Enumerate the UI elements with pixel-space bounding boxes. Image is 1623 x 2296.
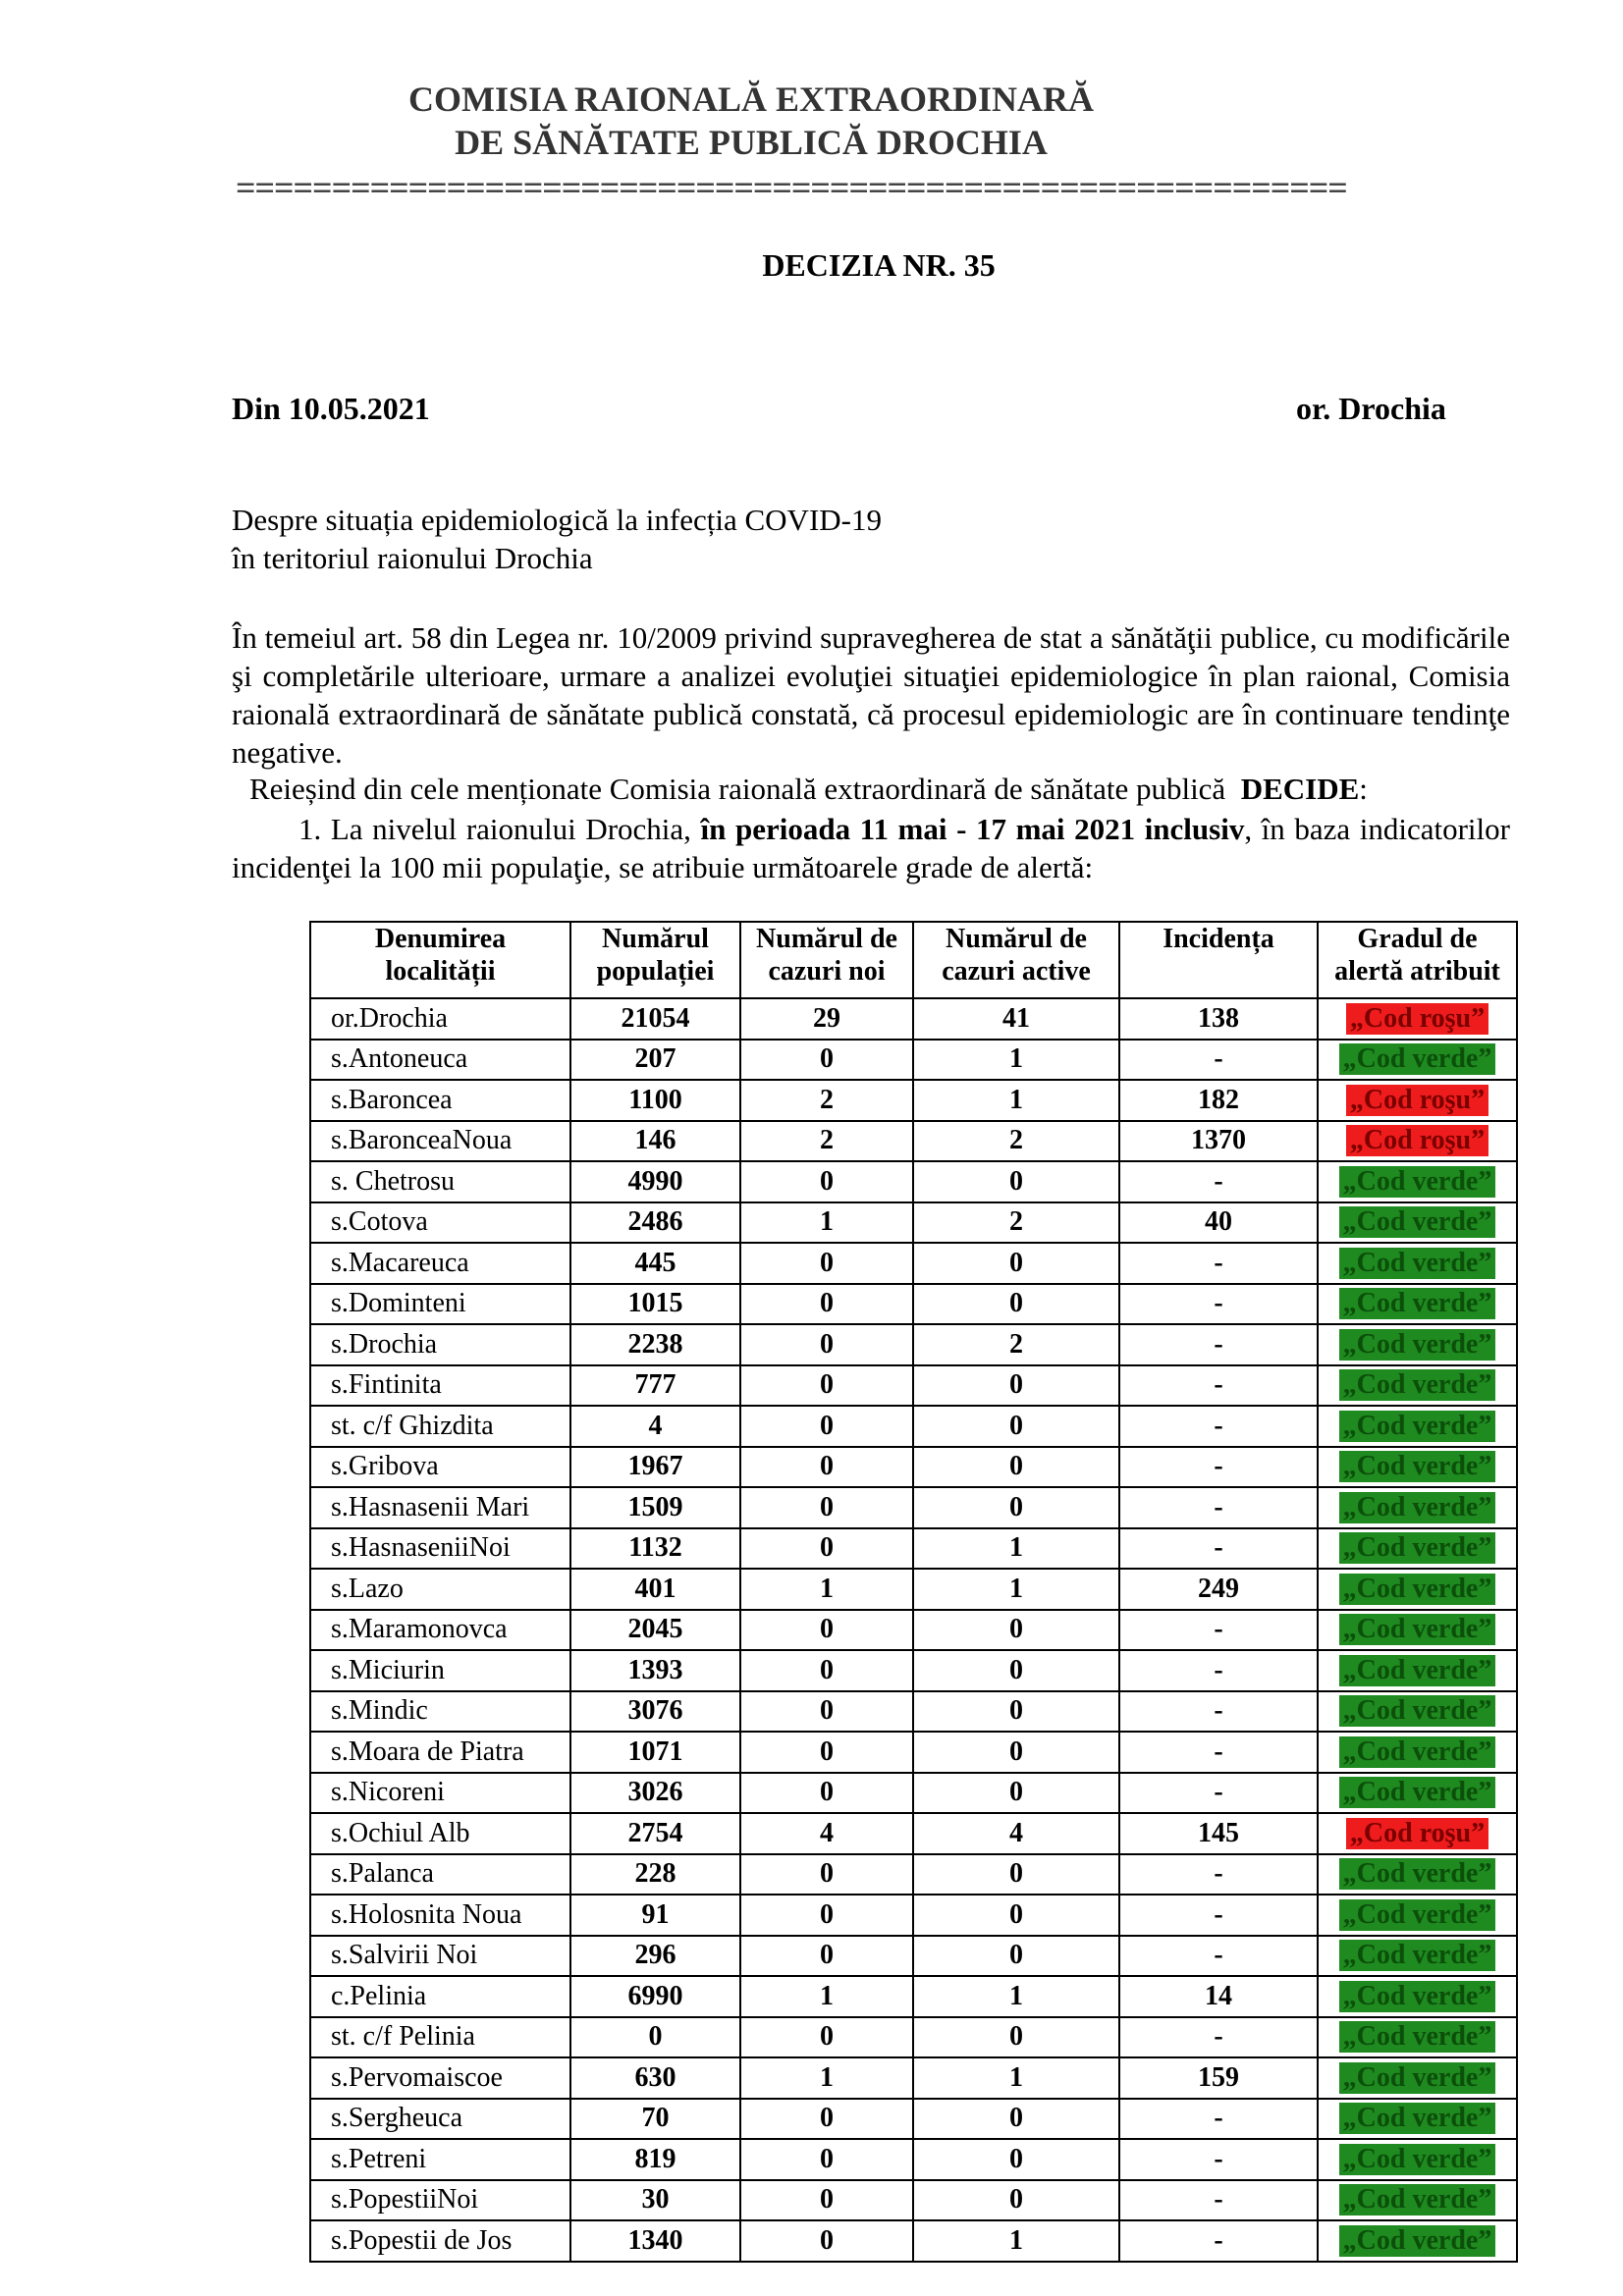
active-cases-cell: 0 xyxy=(913,2099,1119,2140)
table-row xyxy=(310,1324,1517,1365)
green-code-badge: „Cod verde” xyxy=(1339,2144,1496,2175)
locality-cell: s.Fintinita xyxy=(310,1365,570,1407)
green-code-badge: „Cod verde” xyxy=(1339,2062,1496,2094)
active-cases-cell: 0 xyxy=(913,1610,1119,1651)
incidence-cell: 159 xyxy=(1119,2057,1318,2099)
alert-level-cell xyxy=(1318,2099,1517,2140)
active-cases-cell: 0 xyxy=(913,2180,1119,2221)
population-cell: 2238 xyxy=(570,1324,740,1365)
alert-level-cell xyxy=(1318,1040,1517,1081)
new-cases-cell: 2 xyxy=(740,1121,913,1162)
point-1-period: în perioada 11 mai - 17 mai 2021 inclusiv xyxy=(700,812,1245,846)
table-row xyxy=(310,1202,1517,1244)
locality-cell: s.HasnaseniiNoi xyxy=(310,1528,570,1570)
population-cell: 445 xyxy=(570,1243,740,1284)
table-row xyxy=(310,1773,1517,1814)
table-row xyxy=(310,1732,1517,1773)
header-text: localității xyxy=(385,956,496,987)
alert-level-cell xyxy=(1318,1854,1517,1896)
population-cell: 70 xyxy=(570,2099,740,2140)
table-row xyxy=(310,1691,1517,1733)
table-row xyxy=(310,2057,1517,2099)
active-cases-cell: 2 xyxy=(913,1324,1119,1365)
population-cell: 296 xyxy=(570,1936,740,1977)
header-text: Denumirea xyxy=(374,924,507,954)
table-row xyxy=(310,1080,1517,1121)
alert-level-cell xyxy=(1318,2180,1517,2221)
active-cases-cell: 0 xyxy=(913,1854,1119,1896)
incidence-cell: - xyxy=(1119,1324,1318,1365)
active-cases-cell: 0 xyxy=(913,1365,1119,1407)
red-code-badge: „Cod roşu” xyxy=(1346,1003,1488,1035)
locality-cell: s.Lazo xyxy=(310,1569,570,1610)
population-cell: 4990 xyxy=(570,1161,740,1202)
table-row xyxy=(310,2139,1517,2180)
active-cases-cell: 0 xyxy=(913,1895,1119,1936)
active-cases-cell: 0 xyxy=(913,1447,1119,1488)
incidence-cell: - xyxy=(1119,2180,1318,2221)
green-code-badge: „Cod verde” xyxy=(1339,1043,1496,1075)
locality-cell: s.Cotova xyxy=(310,1202,570,1244)
active-cases-cell: 4 xyxy=(913,1813,1119,1854)
header-text: Numărul de xyxy=(946,924,1087,954)
active-cases-cell: 41 xyxy=(913,998,1119,1040)
new-cases-cell: 0 xyxy=(740,1365,913,1407)
population-cell: 21054 xyxy=(570,998,740,1040)
locality-cell: st. c/f Ghizdita xyxy=(310,1406,570,1447)
alert-level-cell xyxy=(1318,1487,1517,1528)
header-text: Incidența xyxy=(1163,924,1274,954)
table-row xyxy=(310,1284,1517,1325)
green-code-badge: „Cod verde” xyxy=(1339,1655,1496,1686)
active-cases-cell: 1 xyxy=(913,1528,1119,1570)
table-row xyxy=(310,1406,1517,1447)
new-cases-cell: 0 xyxy=(740,1243,913,1284)
incidence-cell: - xyxy=(1119,1610,1318,1651)
incidence-cell: - xyxy=(1119,1243,1318,1284)
population-cell: 777 xyxy=(570,1365,740,1407)
table-row xyxy=(310,1487,1517,1528)
red-code-badge: „Cod roşu” xyxy=(1346,1125,1488,1156)
population-cell: 1967 xyxy=(570,1447,740,1488)
green-code-badge: „Cod verde” xyxy=(1339,1940,1496,1971)
decide-keyword: DECIDE xyxy=(1240,772,1360,806)
population-cell: 630 xyxy=(570,2057,740,2099)
incidence-cell: 145 xyxy=(1119,1813,1318,1854)
active-cases-cell: 0 xyxy=(913,1284,1119,1325)
incidence-cell: 182 xyxy=(1119,1080,1318,1121)
alert-level-cell xyxy=(1318,2017,1517,2058)
table-body xyxy=(310,998,1517,2262)
new-cases-cell: 0 xyxy=(740,1732,913,1773)
alert-level-cell xyxy=(1318,1406,1517,1447)
locality-cell: s.Dominteni xyxy=(310,1284,570,1325)
new-cases-cell: 1 xyxy=(740,1976,913,2017)
locality-cell: c.Pelinia xyxy=(310,1976,570,2017)
locality-cell: s.BaronceaNoua xyxy=(310,1121,570,1162)
decision-date: Din 10.05.2021 xyxy=(232,391,430,426)
green-code-badge: „Cod verde” xyxy=(1339,1532,1496,1564)
active-cases-cell: 1 xyxy=(913,1080,1119,1121)
incidence-cell: - xyxy=(1119,1650,1318,1691)
new-cases-cell: 0 xyxy=(740,1773,913,1814)
population-cell: 819 xyxy=(570,2139,740,2180)
active-cases-cell: 0 xyxy=(913,1732,1119,1773)
population-cell: 2045 xyxy=(570,1610,740,1651)
table-row xyxy=(310,1936,1517,1977)
table-row xyxy=(310,1447,1517,1488)
new-cases-cell: 29 xyxy=(740,998,913,1040)
locality-cell: s.Miciurin xyxy=(310,1650,570,1691)
alert-level-cell xyxy=(1318,1895,1517,1936)
population-cell: 91 xyxy=(570,1895,740,1936)
decision-title: DECIZIA NR. 35 xyxy=(762,247,996,283)
red-code-badge: „Cod roşu” xyxy=(1346,1085,1488,1116)
table-row xyxy=(310,1243,1517,1284)
alert-level-cell xyxy=(1318,1243,1517,1284)
locality-cell: s.Nicoreni xyxy=(310,1773,570,1814)
active-cases-cell: 0 xyxy=(913,1773,1119,1814)
population-cell: 1340 xyxy=(570,2220,740,2262)
active-cases-cell: 0 xyxy=(913,2139,1119,2180)
locality-cell: s.Ochiul Alb xyxy=(310,1813,570,1854)
alert-level-cell xyxy=(1318,1650,1517,1691)
alert-level-cell xyxy=(1318,1732,1517,1773)
alert-level-cell xyxy=(1318,1528,1517,1570)
table-row xyxy=(310,998,1517,1040)
green-code-badge: „Cod verde” xyxy=(1339,2021,1496,2053)
locality-cell: st. c/f Pelinia xyxy=(310,2017,570,2058)
alert-level-cell xyxy=(1318,1121,1517,1162)
new-cases-cell: 1 xyxy=(740,2057,913,2099)
incidence-cell: - xyxy=(1119,1406,1318,1447)
alert-level-cell xyxy=(1318,1161,1517,1202)
incidence-cell: - xyxy=(1119,1447,1318,1488)
incidence-cell: 138 xyxy=(1119,998,1318,1040)
locality-cell: s.Palanca xyxy=(310,1854,570,1896)
green-code-badge: „Cod verde” xyxy=(1339,1166,1496,1198)
alert-level-cell xyxy=(1318,1936,1517,1977)
active-cases-cell: 0 xyxy=(913,1161,1119,1202)
new-cases-cell: 0 xyxy=(740,1324,913,1365)
green-code-badge: „Cod verde” xyxy=(1339,1411,1496,1442)
locality-cell: s.Pervomaiscoe xyxy=(310,2057,570,2099)
alert-table xyxy=(309,921,1518,2263)
population-cell: 30 xyxy=(570,2180,740,2221)
active-cases-cell: 2 xyxy=(913,1202,1119,1244)
new-cases-cell: 1 xyxy=(740,1202,913,1244)
green-code-badge: „Cod verde” xyxy=(1339,1369,1496,1401)
table-row xyxy=(310,1976,1517,2017)
locality-cell: s.Popestii de Jos xyxy=(310,2220,570,2262)
alert-level-cell xyxy=(1318,1773,1517,1814)
header-text: Gradul de xyxy=(1357,924,1478,954)
alert-level-cell xyxy=(1318,1447,1517,1488)
active-cases-cell: 0 xyxy=(913,1487,1119,1528)
locality-cell: s.Maramonovca xyxy=(310,1610,570,1651)
incidence-cell: - xyxy=(1119,2139,1318,2180)
table-row xyxy=(310,1650,1517,1691)
active-cases-cell: 1 xyxy=(913,2057,1119,2099)
new-cases-cell: 0 xyxy=(740,1895,913,1936)
locality-cell: s. Chetrosu xyxy=(310,1161,570,1202)
active-cases-cell: 0 xyxy=(913,1936,1119,1977)
table-row xyxy=(310,1528,1517,1570)
point-1-rest: , în baza indicatorilor incidenţei la 100 mii populaţie, se atribuie următoarele grade de alertă: xyxy=(232,812,1510,884)
green-code-badge: „Cod verde” xyxy=(1339,1288,1496,1319)
locality-cell: s.Gribova xyxy=(310,1447,570,1488)
new-cases-header xyxy=(740,922,913,998)
population-cell: 401 xyxy=(570,1569,740,1610)
header-text: cazuri noi xyxy=(768,956,886,987)
table-row xyxy=(310,2099,1517,2140)
green-code-badge: „Cod verde” xyxy=(1339,1248,1496,1279)
alert-level-cell xyxy=(1318,998,1517,1040)
locality-cell: or.Drochia xyxy=(310,998,570,1040)
locality-cell: s.Mindic xyxy=(310,1691,570,1733)
population-cell: 228 xyxy=(570,1854,740,1896)
new-cases-cell: 0 xyxy=(740,1487,913,1528)
point-1-paragraph xyxy=(232,810,1510,886)
alert-level-cell xyxy=(1318,2220,1517,2262)
population-cell: 0 xyxy=(570,2017,740,2058)
new-cases-cell: 0 xyxy=(740,1854,913,1896)
table-row xyxy=(310,1040,1517,1081)
alert-level-cell xyxy=(1318,1202,1517,1244)
alert-level-cell xyxy=(1318,1365,1517,1407)
red-code-badge: „Cod roşu” xyxy=(1346,1818,1488,1849)
incidence-cell: 1370 xyxy=(1119,1121,1318,1162)
locality-cell: s.Baroncea xyxy=(310,1080,570,1121)
locality-cell: s.Macareuca xyxy=(310,1243,570,1284)
table-row xyxy=(310,1365,1517,1407)
header-text: alertă atribuit xyxy=(1334,956,1500,987)
header-text: cazuri active xyxy=(942,956,1091,987)
green-code-badge: „Cod verde” xyxy=(1339,1777,1496,1808)
population-cell: 3076 xyxy=(570,1691,740,1733)
new-cases-cell: 0 xyxy=(740,2099,913,2140)
population-cell: 1071 xyxy=(570,1732,740,1773)
new-cases-cell: 0 xyxy=(740,1284,913,1325)
table-row xyxy=(310,1161,1517,1202)
incidence-cell: - xyxy=(1119,1895,1318,1936)
active-cases-cell: 0 xyxy=(913,1691,1119,1733)
header-separator: ========================================================== xyxy=(236,168,1347,207)
alert-level-cell xyxy=(1318,1813,1517,1854)
population-cell: 1132 xyxy=(570,1528,740,1570)
green-code-badge: „Cod verde” xyxy=(1339,1206,1496,1238)
table-row xyxy=(310,1854,1517,1896)
locality-cell: s.Petreni xyxy=(310,2139,570,2180)
active-cases-header xyxy=(913,922,1119,998)
subject-line1: Despre situația epidemiologică la infecția COVID-19 xyxy=(232,503,882,537)
population-cell: 207 xyxy=(570,1040,740,1081)
population-cell: 2486 xyxy=(570,1202,740,1244)
new-cases-cell: 0 xyxy=(740,1447,913,1488)
green-code-badge: „Cod verde” xyxy=(1339,1695,1496,1727)
incidence-cell: - xyxy=(1119,1854,1318,1896)
incidence-cell: - xyxy=(1119,1936,1318,1977)
header-text: populației xyxy=(596,956,715,987)
active-cases-cell: 1 xyxy=(913,1040,1119,1081)
population-cell: 1393 xyxy=(570,1650,740,1691)
incidence-cell: 40 xyxy=(1119,1202,1318,1244)
alert-level-cell xyxy=(1318,1324,1517,1365)
incidence-cell: - xyxy=(1119,1040,1318,1081)
active-cases-cell: 2 xyxy=(913,1121,1119,1162)
table-row xyxy=(310,1569,1517,1610)
decide-prefix: Reieșind din cele menționate Comisia raională extraordinară de sănătate publică xyxy=(249,772,1226,806)
new-cases-cell: 0 xyxy=(740,1161,913,1202)
green-code-badge: „Cod verde” xyxy=(1339,1574,1496,1605)
table-row xyxy=(310,1895,1517,1936)
incidence-cell: - xyxy=(1119,1365,1318,1407)
commission-title-line2: DE SĂNĂTATE PUBLICĂ DROCHIA xyxy=(455,123,1048,162)
active-cases-cell: 0 xyxy=(913,1650,1119,1691)
new-cases-cell: 0 xyxy=(740,1650,913,1691)
population-cell: 6990 xyxy=(570,1976,740,2017)
alert-level-cell xyxy=(1318,1610,1517,1651)
green-code-badge: „Cod verde” xyxy=(1339,1329,1496,1361)
subject-line2: în teritoriul raionului Drochia xyxy=(232,541,593,575)
active-cases-cell: 0 xyxy=(913,1406,1119,1447)
incidence-header xyxy=(1119,922,1318,998)
incidence-cell: - xyxy=(1119,2099,1318,2140)
alert-level-cell xyxy=(1318,1080,1517,1121)
alert-level-cell xyxy=(1318,2057,1517,2099)
green-code-badge: „Cod verde” xyxy=(1339,1614,1496,1645)
table-row xyxy=(310,2017,1517,2058)
locality-cell: s.Drochia xyxy=(310,1324,570,1365)
decide-suffix: : xyxy=(1359,772,1368,806)
incidence-cell: - xyxy=(1119,1773,1318,1814)
population-cell: 4 xyxy=(570,1406,740,1447)
locality-cell: s.Antoneuca xyxy=(310,1040,570,1081)
incidence-cell: - xyxy=(1119,2017,1318,2058)
active-cases-cell: 0 xyxy=(913,1243,1119,1284)
decision-city: or. Drochia xyxy=(1296,391,1446,426)
new-cases-cell: 0 xyxy=(740,1610,913,1651)
alert-level-cell xyxy=(1318,1284,1517,1325)
population-header xyxy=(570,922,740,998)
locality-cell: s.PopestiiNoi xyxy=(310,2180,570,2221)
new-cases-cell: 0 xyxy=(740,2139,913,2180)
population-cell: 1100 xyxy=(570,1080,740,1121)
green-code-badge: „Cod verde” xyxy=(1339,1899,1496,1931)
incidence-cell: - xyxy=(1119,1528,1318,1570)
active-cases-cell: 1 xyxy=(913,1569,1119,1610)
incidence-cell: 14 xyxy=(1119,1976,1318,2017)
new-cases-cell: 0 xyxy=(740,1040,913,1081)
active-cases-cell: 1 xyxy=(913,2220,1119,2262)
table-row xyxy=(310,2180,1517,2221)
active-cases-cell: 0 xyxy=(913,2017,1119,2058)
incidence-cell: 249 xyxy=(1119,1569,1318,1610)
incidence-cell: - xyxy=(1119,2220,1318,2262)
table-header-row xyxy=(310,922,1517,998)
table-row xyxy=(310,1813,1517,1854)
new-cases-cell: 0 xyxy=(740,1691,913,1733)
locality-cell: s.Moara de Piatra xyxy=(310,1732,570,1773)
point-1-intro: 1. La nivelul raionului Drochia, xyxy=(298,812,691,846)
alert-level-cell xyxy=(1318,1976,1517,2017)
commission-title-line1: COMISIA RAIONALĂ EXTRAORDINARĂ xyxy=(407,80,1095,119)
alert-level-header xyxy=(1318,922,1517,998)
new-cases-cell: 0 xyxy=(740,2220,913,2262)
locality-cell: s.Sergheuca xyxy=(310,2099,570,2140)
new-cases-cell: 1 xyxy=(740,1569,913,1610)
decide-statement xyxy=(249,772,1368,807)
new-cases-cell: 2 xyxy=(740,1080,913,1121)
header-text: Numărul de xyxy=(756,924,897,954)
locality-cell: s.Salvirii Noi xyxy=(310,1936,570,1977)
alert-level-cell xyxy=(1318,1691,1517,1733)
new-cases-cell: 4 xyxy=(740,1813,913,1854)
table-row xyxy=(310,1610,1517,1651)
locality-header xyxy=(310,922,570,998)
new-cases-cell: 0 xyxy=(740,1406,913,1447)
green-code-badge: „Cod verde” xyxy=(1339,1451,1496,1482)
alert-level-cell xyxy=(1318,1569,1517,1610)
incidence-cell: - xyxy=(1119,1732,1318,1773)
incidence-cell: - xyxy=(1119,1284,1318,1325)
green-code-badge: „Cod verde” xyxy=(1339,2184,1496,2216)
header-text: Numărul xyxy=(602,924,709,954)
table-row xyxy=(310,1121,1517,1162)
locality-cell: s.Holosnita Noua xyxy=(310,1895,570,1936)
active-cases-cell: 1 xyxy=(913,1976,1119,2017)
population-cell: 1509 xyxy=(570,1487,740,1528)
incidence-cell: - xyxy=(1119,1691,1318,1733)
population-cell: 2754 xyxy=(570,1813,740,1854)
green-code-badge: „Cod verde” xyxy=(1339,1736,1496,1768)
new-cases-cell: 0 xyxy=(740,2017,913,2058)
population-cell: 146 xyxy=(570,1121,740,1162)
locality-cell: s.Hasnasenii Mari xyxy=(310,1487,570,1528)
green-code-badge: „Cod verde” xyxy=(1339,1858,1496,1890)
alert-level-cell xyxy=(1318,2139,1517,2180)
green-code-badge: „Cod verde” xyxy=(1339,1981,1496,2012)
population-cell: 1015 xyxy=(570,1284,740,1325)
incidence-cell: - xyxy=(1119,1161,1318,1202)
incidence-cell: - xyxy=(1119,1487,1318,1528)
green-code-badge: „Cod verde” xyxy=(1339,1492,1496,1523)
new-cases-cell: 0 xyxy=(740,1936,913,1977)
legal-basis-paragraph: În temeiul art. 58 din Legea nr. 10/2009 privind supravegherea de stat a sănătăţii publice, cu modificările şi completările ulterioare, urmare a analizei evoluţiei situaţiei epidemiologice în plan raional, Comisia raională extraordinară de sănătate publică constată, că procesul epidemiologic are în continuare tendinţe negative. xyxy=(232,620,1510,770)
green-code-badge: „Cod verde” xyxy=(1339,2103,1496,2134)
population-cell: 3026 xyxy=(570,1773,740,1814)
new-cases-cell: 0 xyxy=(740,2180,913,2221)
green-code-badge: „Cod verde” xyxy=(1339,2225,1496,2257)
table-row xyxy=(310,2220,1517,2262)
new-cases-cell: 0 xyxy=(740,1528,913,1570)
